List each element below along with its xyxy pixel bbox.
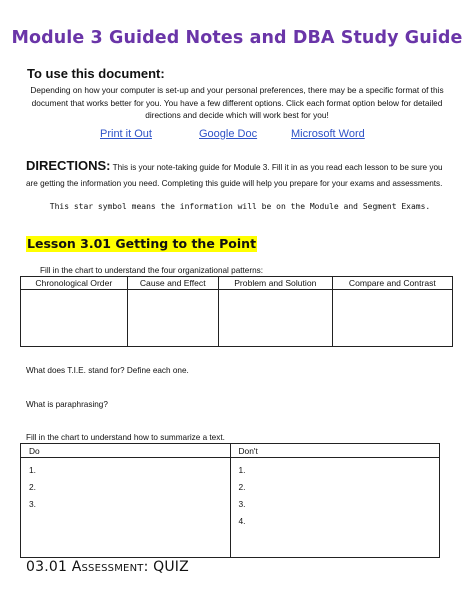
paraphrasing-question: What is paraphrasing? <box>26 400 108 409</box>
header-problem-solution: Problem and Solution <box>218 277 332 290</box>
header-dont: Don't <box>230 444 440 458</box>
header-do: Do <box>21 444 231 458</box>
cell-cause-effect[interactable] <box>127 290 218 347</box>
assessment-suffix: : QUIZ <box>143 559 189 575</box>
do-item: 2. <box>29 482 36 492</box>
directions-paragraph <box>26 158 456 192</box>
header-compare-contrast: Compare and Contrast <box>332 277 452 290</box>
google-doc-link[interactable]: Google Doc <box>199 128 258 140</box>
do-item: 1. <box>29 465 36 475</box>
microsoft-word-link[interactable]: Microsoft Word <box>291 128 365 140</box>
do-item: 3. <box>29 499 36 509</box>
chart2-instruction: Fill in the chart to understand how to summarize a text. <box>26 433 225 442</box>
header-chronological: Chronological Order <box>21 277 128 290</box>
cell-compare-contrast[interactable] <box>332 290 452 347</box>
chart1-instruction: Fill in the chart to understand the four organizational patterns: <box>40 266 264 275</box>
document-title: Module 3 Guided Notes and DBA Study Guide <box>11 28 463 48</box>
dont-item: 1. <box>238 465 246 475</box>
header-cause-effect: Cause and Effect <box>127 277 218 290</box>
dont-column[interactable] <box>230 458 440 558</box>
lesson-heading: Lesson 3.01 Getting to the Point <box>27 236 257 251</box>
use-heading: To use this document: <box>27 66 165 81</box>
directions-text: This is your note-taking guide for Module 3. Fill it in as you read each lesson to be sure you are getting the information you need. Completing this guide will help you prepare for your exams and assessments. <box>26 163 443 188</box>
dont-item: 3. <box>238 499 246 509</box>
star-symbol-note: This star symbol means the information will be on the Module and Segment Exams. <box>49 202 431 211</box>
dont-item: 2. <box>238 482 246 492</box>
organizational-patterns-table <box>20 276 453 347</box>
cell-problem-solution[interactable] <box>218 290 332 347</box>
intro-paragraph: Depending on how your computer is set-up and your personal preferences, there may be a specific format of this document that works better for you. You have a few different options. Click each format option below for detailed directions and decide which will work best for you! <box>30 85 444 120</box>
tie-question: What does T.I.E. stand for? Define each one. <box>26 366 189 375</box>
dont-item: 4. <box>238 516 246 526</box>
assessment-number: 03.01 <box>26 559 72 575</box>
directions-label: DIRECTIONS: <box>26 158 111 173</box>
do-column[interactable] <box>21 458 231 558</box>
assessment-heading <box>26 559 189 575</box>
cell-chronological[interactable] <box>21 290 128 347</box>
assessment-label: Assessment <box>71 559 144 575</box>
summarize-table <box>20 443 440 558</box>
print-link[interactable]: Print it Out <box>100 128 152 140</box>
